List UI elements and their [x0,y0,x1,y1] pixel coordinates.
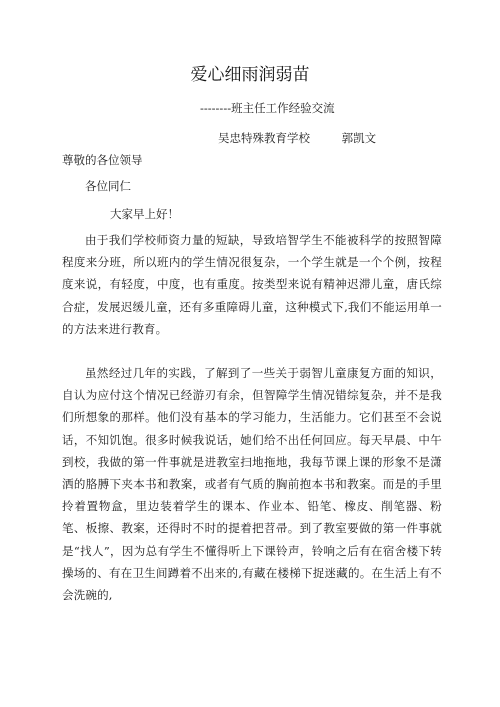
author-line [218,130,376,146]
document-title: 爱心细雨润弱苗 [190,65,310,85]
paragraph-1: 由于我们学校师资力量的短缺，导致培智学生不能被科学的按照智障程度来分班，所以班内的学生情况很复杂，一个学生就是一个个例，按程度来说，有轻度，中度，也有重度。按类型来说有精神迟滞儿童，唐氏综合症，发展迟缓儿童，还有多重障碍儿童，这种模式下,我们不能运用单一的方法来进行教育。 [62,233,442,336]
paragraph-2: 虽然经过几年的实践，了解到了一些关于弱智儿童康复方面的知识，自认为应付这个情况已经游刃有余，但智障学生情况错综复杂，并不是我们所想象的那样。他们没有基本的学习能力，生活能力。它们甚至不会说话，不知饥饱。很多时候我说话，她们给不出任何回应。每天早晨、中午到校，我做的第一件事就是进教室扫地拖地，我每节课上课的形象不是潇洒的胳膊下夹本书和教案，或者有气质的胸前抱本书和教案。而是的手里拎着置物盒，里边装着学生的课本、作业本、铅笔、橡皮、削笔器、粉笔、板擦、教案，还得时不时的提着把苕帚。到了教室要做的第一件事就是“找人”，因为总有学生不懂得听上下课铃声，铃响之后有在宿舍楼下转操场的、有在卫生间蹲着不出来的,有藏在楼梯下捉迷藏的。在生活上有不会洗碗的, [62,366,442,603]
document-subtitle: --------班主任工作经验交流 [200,101,335,115]
salutation-colleagues: 各位同仁 [85,179,131,193]
school-name: 吴忠特殊教育学校 [218,131,310,145]
author-name: 郭凯文 [341,131,377,145]
salutation-greeting: 大家早上好！ [110,207,179,221]
salutation-leaders: 尊敬的各位领导 [62,153,143,167]
